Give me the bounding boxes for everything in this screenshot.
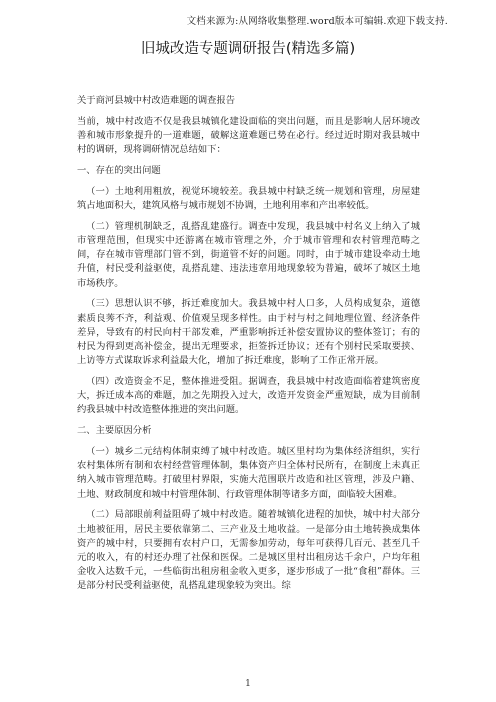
paragraph: （一）土地利用粗放，视觉环境较差。我县城中村缺乏统一规划和管理，房屋建筑占地面积大，建筑风格与城市规划不协调，土地利用率和产出率较低。 bbox=[77, 185, 420, 211]
paragraph: （二）管理机制缺乏，乱搭乱建盛行。调查中发现，我县城中村名义上纳入了城市管理范围，但现实中还游离在城市管理之外，介于城市管理和农村管理范畴之间，存在城市管理部门管不到，街道管不好的问题。同时，由于城市建设牵动土地升值，村民受利益驱使，乱搭乱建、违法违章用地现象较为普遍，破坏了城区土地市场秩序。 bbox=[77, 220, 420, 289]
paragraph: 关于商河县城中村改造难题的调查报告 bbox=[77, 95, 236, 106]
paragraph: 一、存在的突出问题 bbox=[77, 165, 161, 176]
page-number: 1 bbox=[245, 679, 251, 689]
source-note: 文档来源为:从网络收集整理.word版本可编辑.欢迎下载支持. bbox=[186, 16, 448, 27]
paragraph: （一）城乡二元结构体制束缚了城中村改造。城区里村均为集体经济组织，实行农村集体所有制和农村经营管理体制，集体资产归全体村民所有，在制度上未真正纳入城市管理范畴。打破里村界限，实施大范围联片改造和社区管理，涉及户籍、土地、财政制度和城中村管理体制、行政管理体制等诸多方面，面临较大困难。 bbox=[77, 446, 420, 500]
paragraph: 当前，城中村改造不仅是我县城镇化建设面临的突出问题，而且是影响人居环境改善和城市形象提升的一道难题，破解这道难题已势在必行。经过近时期对我县城中村的调研，现将调研情况总结如下： bbox=[77, 115, 420, 156]
paragraph: （三）思想认识不够，拆迁难度加大。我县城中村人口多，人员构成复杂，道德素质良莠不齐，利益观、价值观呈现多样性。由于村与村之间地理位置、经济条件差异，导致有的村民向村干部发难，严重影响拆迁补偿安置协议的整体签订；有的村民为得到更高补偿金，提出无理要求，拒签拆迁协议；还有个别村民采取要挟、上访等方式谋取诉求利益最大化，增加了拆迁难度，影响了工作正常开展。 bbox=[77, 298, 420, 367]
paragraph: 二、主要原因分析 bbox=[77, 425, 152, 437]
document-body bbox=[77, 94, 420, 600]
paragraph: （二）局部眼前利益阻碍了城中村改造。随着城镇化进程的加快，城中村大部分土地被征用，居民主要依靠第二、三产业及土地收益。一是部分由土地转换成集体资产的城中村，只要拥有农村户口，无需参加劳动，每年可获得几百元、甚至几千元的收入，有的村还办理了社保和医保。二是城区里村出租房达千余户，户均年租金收入达数千元，一些临街出租房租金收入更多，逐步形成了一批“食租”群体。三是部分村民受利益驱使，乱搭乱建现象较为突出。综 bbox=[77, 509, 420, 592]
paragraph: （四）改造资金不足，整体推进受阻。据调查，我县城中村改造面临着建筑密度大，拆迁成本高的难题，加之先期投入过大，改造开发资金严重短缺，成为目前制约我县城中村改造整体推进的突出问题。 bbox=[77, 376, 420, 416]
page-title: 旧城改造专题调研报告(精选多篇) bbox=[140, 41, 356, 57]
